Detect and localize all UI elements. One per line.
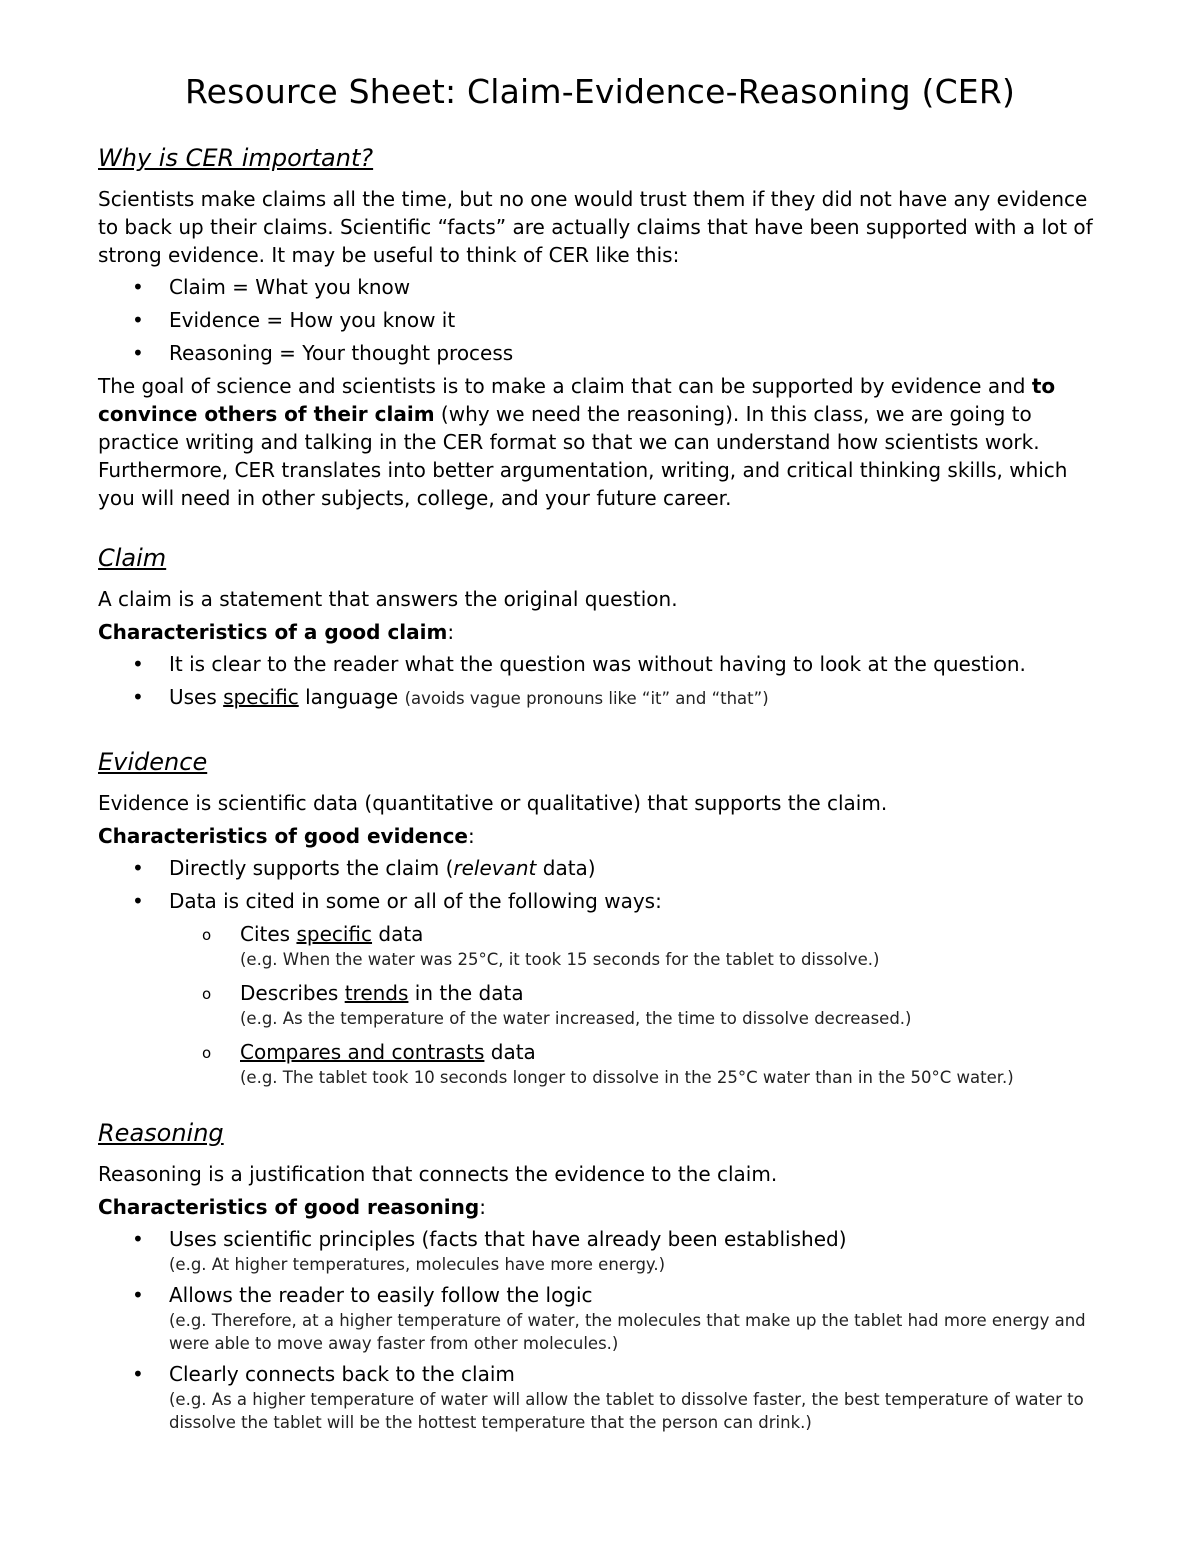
- list-item: [98, 1281, 1102, 1355]
- text: data): [536, 856, 596, 880]
- underlined-text: specific: [223, 685, 299, 709]
- reasoning-characteristics-list: [98, 1225, 1102, 1434]
- claim-characteristics-list: [98, 650, 1102, 713]
- list-item: [98, 1225, 1102, 1276]
- section-heading-evidence: Evidence: [98, 748, 208, 776]
- example-text: (e.g. At higher temperatures, molecules have more energy.): [169, 1255, 666, 1274]
- list-item: • Claim = What you know: [98, 273, 1102, 301]
- list-item: [98, 887, 1102, 1089]
- list-item: • It is clear to the reader what the question was without having to look at the question.: [98, 650, 1102, 678]
- section-heading-why: Why is CER important?: [98, 144, 374, 172]
- characteristics-label: Characteristics of good reasoning: [98, 1195, 480, 1219]
- text: Cites: [240, 922, 297, 946]
- list-item: [98, 1360, 1102, 1434]
- characteristics-label: Characteristics of good evidence: [98, 824, 468, 848]
- page-title: Resource Sheet: Claim-Evidence-Reasoning (CER): [184, 72, 1016, 111]
- goal-text-part1: The goal of science and scientists is to make a claim that can be supported by evidence and: [98, 374, 1032, 398]
- sub-list-item: [98, 979, 1102, 1030]
- characteristics-label: Characteristics of a good claim: [98, 620, 448, 644]
- text: language: [298, 685, 399, 709]
- text: Describes: [240, 981, 345, 1005]
- goal-paragraph: [98, 372, 1102, 512]
- underlined-text: specific: [296, 922, 373, 946]
- colon: :: [447, 620, 455, 644]
- example-text: (e.g. As a higher temperature of water will allow the tablet to dissolve faster, the best temperature of water to dissolve the tablet will be the hottest temperature that the person can drink.): [169, 1390, 1084, 1432]
- why-paragraph: Scientists make claims all the time, but no one would trust them if they did not have any evidence to back up their claims. Scientific “facts” are actually claims that have been supported with a lot of strong evidence. It may be useful to think of CER like this:: [98, 187, 1093, 267]
- section-heading-reasoning: Reasoning: [98, 1119, 224, 1147]
- citation-ways-list: [169, 920, 1102, 1089]
- text: Allows the reader to easily follow the logic: [169, 1283, 593, 1307]
- claim-definition: A claim is a statement that answers the original question.: [98, 587, 678, 611]
- text: Uses scientific principles (facts that have already been established): [169, 1227, 847, 1251]
- evidence-definition: Evidence is scientific data (quantitative or qualitative) that supports the claim.: [98, 791, 888, 815]
- reasoning-definition: Reasoning is a justification that connects the evidence to the claim.: [98, 1162, 778, 1186]
- colon: :: [479, 1195, 486, 1219]
- example-text: (e.g. Therefore, at a higher temperature of water, the molecules that make up the tablet had more energy and were able to move away faster from other molecules.): [169, 1311, 1086, 1353]
- colon: :: [468, 824, 475, 848]
- example-text: (e.g. When the water was 25°C, it took 15 seconds for the tablet to dissolve.): [240, 950, 880, 969]
- evidence-characteristics-list: [98, 854, 1102, 1089]
- section-heading-claim: Claim: [98, 544, 167, 572]
- reasoning-characteristics-label: [98, 1193, 1102, 1221]
- text: Directly supports the claim (: [169, 856, 454, 880]
- evidence-characteristics-label: [98, 822, 1102, 850]
- list-item: • Evidence = How you know it: [98, 306, 1102, 334]
- text: Uses: [169, 685, 224, 709]
- list-item: [98, 683, 1102, 713]
- list-item: [98, 854, 1102, 882]
- goal-text-part2: (why we need the reasoning). In this class, we are going to practice writing and talking in the CER format so that we can understand how scientists work. Furthermore, CER translates into better argumentation, writing, and critical thinking skills, which you will need in other subjects, college, and your future career.: [98, 402, 1068, 510]
- italic-text: relevant: [453, 856, 537, 880]
- text: Data is cited in some or all of the following ways:: [169, 889, 662, 913]
- underlined-text: Compares and contrasts: [240, 1040, 485, 1064]
- list-item: • Reasoning = Your thought process: [98, 339, 1102, 367]
- text: Clearly connects back to the claim: [169, 1362, 515, 1386]
- underlined-text: trends: [344, 981, 409, 1005]
- sub-list-item: [98, 1038, 1102, 1089]
- cer-summary-list: [98, 273, 1102, 367]
- example-text: (e.g. As the temperature of the water increased, the time to dissolve decreased.): [240, 1009, 912, 1028]
- sub-list-item: [98, 920, 1102, 971]
- text: in the data: [408, 981, 524, 1005]
- text: data: [484, 1040, 536, 1064]
- claim-characteristics-label: [98, 618, 1102, 646]
- example-text: (e.g. The tablet took 10 seconds longer to dissolve in the 25°C water than in the 50°C water.): [240, 1068, 1014, 1087]
- goal-text-bold: to convince others of their claim: [98, 374, 1056, 426]
- text: data: [372, 922, 424, 946]
- note-text: (avoids vague pronouns like “it” and “that”): [404, 689, 769, 708]
